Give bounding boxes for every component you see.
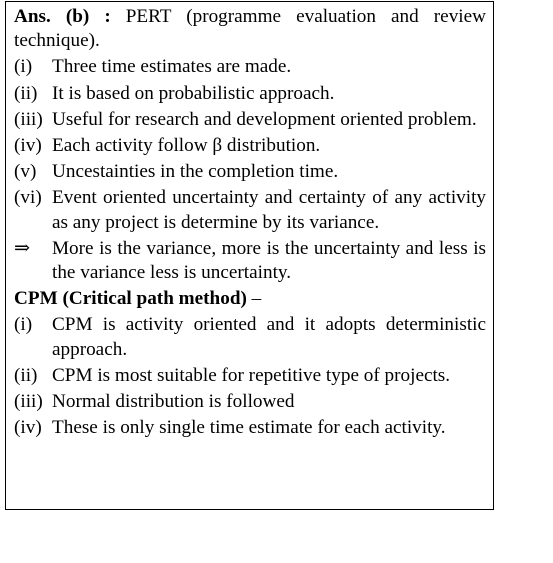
- item-text: CPM is activity oriented and it adopts deterministic approach.: [52, 314, 486, 360]
- answer-intro: [14, 5, 486, 53]
- item-marker: (vi): [14, 187, 42, 209]
- list-item: [14, 416, 486, 440]
- cpm-list: [14, 313, 486, 440]
- list-item: [14, 82, 486, 106]
- item-marker: (ii): [14, 364, 38, 386]
- item-text: Uncestainties in the completion time.: [52, 161, 339, 183]
- list-item: [14, 134, 486, 158]
- item-text: More is the variance, more is the uncertainty and less is the variance less is uncertainty.: [52, 237, 486, 284]
- item-text: Event oriented uncertainty and certainty of any activity as any project is determine by its variance.: [52, 187, 486, 233]
- item-marker: (iii): [14, 391, 43, 413]
- list-item: [14, 364, 486, 388]
- cpm-title: CPM (Critical path method): [14, 288, 247, 310]
- item-text: CPM is most suitable for repetitive type of projects.: [52, 364, 451, 386]
- list-item: [14, 108, 486, 132]
- list-item: [14, 390, 486, 414]
- cpm-heading: [14, 287, 486, 311]
- list-item: [14, 237, 486, 285]
- item-text: It is based on probabilistic approach.: [52, 82, 335, 104]
- pert-list: [14, 55, 486, 285]
- item-marker: (i): [14, 314, 33, 336]
- item-text: These is only single time estimate for each activity.: [52, 417, 446, 439]
- item-text: Useful for research and development oriented problem.: [52, 108, 477, 130]
- item-marker: (ii): [14, 82, 38, 104]
- item-text: Three time estimates are made.: [52, 56, 292, 78]
- list-item: [14, 55, 486, 79]
- list-item: [14, 160, 486, 184]
- list-item: [14, 186, 486, 234]
- item-marker: (iii): [14, 108, 43, 130]
- implies-arrow-icon: ⇒: [14, 237, 31, 259]
- item-marker: (i): [14, 56, 33, 78]
- answer-label: Ans. (b) :: [14, 6, 111, 27]
- item-text: Each activity follow β distribution.: [52, 135, 321, 157]
- list-item: [14, 313, 486, 361]
- item-marker: (v): [14, 161, 37, 183]
- answer-box: [5, 1, 494, 510]
- item-marker: (iv): [14, 135, 42, 157]
- pert-definition: PERT (programme evaluation and review technique).: [14, 6, 486, 52]
- item-marker: (iv): [14, 417, 42, 439]
- item-text: Normal distribution is followed: [52, 391, 295, 413]
- cpm-dash: –: [246, 288, 262, 310]
